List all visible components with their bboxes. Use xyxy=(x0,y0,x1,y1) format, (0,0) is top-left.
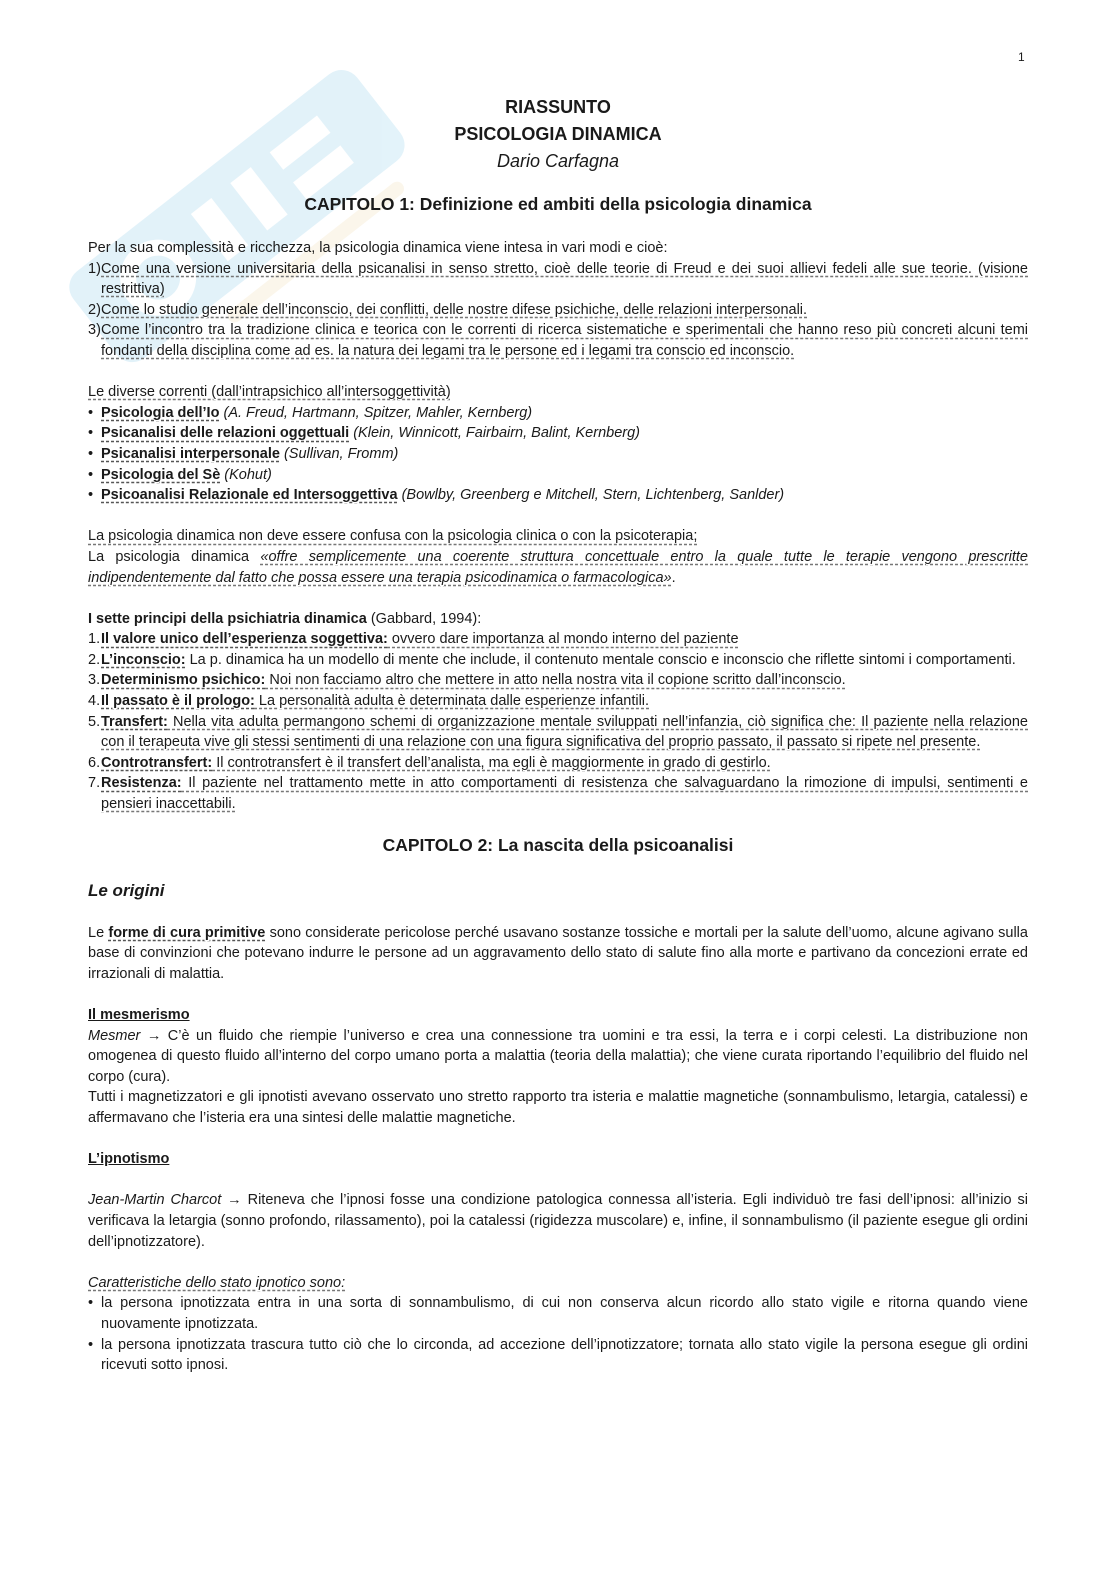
list-item xyxy=(88,423,1028,444)
current-name: Psicoanalisi Relazionale ed Intersoggettiva xyxy=(101,487,398,504)
list-number: 1) xyxy=(88,260,101,277)
principle-name: L’inconscio: xyxy=(101,651,186,668)
bullet-icon: • xyxy=(88,425,94,442)
list-item xyxy=(88,650,1028,671)
bullet-icon: • xyxy=(88,445,94,462)
current-authors: (Sullivan, Fromm) xyxy=(283,445,399,462)
doc-title-line1: RIASSUNTO xyxy=(505,97,611,117)
section-origins-title: Le origini xyxy=(88,880,165,900)
list-item xyxy=(88,465,1028,486)
origins-paragraph xyxy=(88,923,1028,985)
principles-ref: (Gabbard, 1994): xyxy=(366,610,482,627)
document-body xyxy=(88,94,1028,1376)
principles-heading xyxy=(88,609,1028,630)
list-item xyxy=(88,320,1028,361)
mesmer-title: Il mesmerismo xyxy=(88,1007,190,1023)
current-authors: (Klein, Winnicott, Fairbairn, Balint, Kernberg) xyxy=(353,425,640,442)
features-title: Caratteristiche dello stato ipnotico sono: xyxy=(88,1274,346,1291)
principle-text: La p. dinamica ha un modello di mente che include, il contenuto mentale conscio e inconscio che riflette sintomi i comportamenti. xyxy=(185,651,1016,668)
current-name: Psicanalisi interpersonale xyxy=(101,445,280,462)
current-name: Psicanalisi delle relazioni oggettuali xyxy=(101,425,350,442)
ch1-intro: Per la sua complessità e ricchezza, la psicologia dinamica viene intesa in vari modi e cioè: xyxy=(88,240,668,256)
charcot-name: Jean-Martin Charcot xyxy=(88,1192,222,1209)
mesmer-name: Mesmer xyxy=(88,1027,141,1044)
list-item xyxy=(88,1335,1028,1376)
current-name: Psicologia dell’Io xyxy=(101,404,220,421)
origins-lead: Le xyxy=(88,924,109,941)
list-text: Come una versione universitaria della psicanalisi in senso stretto, cioè delle teorie di Freud e dei suoi allievi fedeli alle sue teorie. (visione restrittiva) xyxy=(101,260,1028,298)
principle-name: Transfert: xyxy=(101,713,168,730)
list-number: 2. xyxy=(88,651,101,668)
origins-term: forme di cura primitive xyxy=(108,924,266,941)
mesmer-paragraph xyxy=(88,1026,1028,1088)
feature-text: la persona ipnotizzata entra in una sorta di sonnambulismo, di cui non conserva alcun ricordo allo stato vigile e ritorna quando viene nuovamente ipnotizzata. xyxy=(101,1295,1028,1332)
list-item xyxy=(88,1293,1028,1334)
bullet-icon: • xyxy=(88,1295,94,1312)
bullet-icon: • xyxy=(88,487,94,504)
chapter2-title: CAPITOLO 2: La nascita della psicoanalisi xyxy=(382,834,734,855)
principle-text: Il paziente nel trattamento mette in atto comportamenti di resistenza che salvaguardano la rimozione di impulsi, sentimenti e pensieri inaccettabili. xyxy=(101,775,1028,813)
list-item xyxy=(88,670,1028,691)
list-number: 4. xyxy=(88,693,101,710)
quote-text: «offre semplicemente una coerente struttura concettuale entro la quale tutte le terapie vengono prescritte indipendentemente dal fatto che possa essere una terapia psicodinamica o farmacologica» xyxy=(88,548,1028,586)
list-number: 5. xyxy=(88,713,101,730)
list-item xyxy=(88,485,1028,506)
list-item xyxy=(88,712,1028,753)
list-item xyxy=(88,444,1028,465)
list-number: 6. xyxy=(88,754,101,771)
mesmer-text: → C’è un fluido che riempie l’universo e crea una connessione tra uomini e tra essi, la terra e i corpi celesti. La distribuzione non omogenea di questo fluido all’interno del corpo umano porta a malattia (teoria della malattia); che viene curata riportando l’equilibrio del fluido nel corpo (cura). xyxy=(88,1027,1028,1085)
feature-text: la persona ipnotizzata trascura tutto ciò che lo circonda, ad accezione dell’ipnotizzatore; tornata allo stato vigile la persona esegue gli ordini ricevuti sotto ipnosi. xyxy=(101,1336,1028,1374)
mesmer-paragraph-2: Tutti i magnetizzatori e gli ipnotisti avevano osservato uno stretto rapporto tra isteria e malattie magnetiche (sonnambulismo, letargia, catalessi) e affermavano che l’isteria era una sintesi delle malattie magnetiche. xyxy=(88,1089,1028,1126)
principle-text: ovvero dare importanza al mondo interno del paziente xyxy=(387,631,739,648)
list-number: 7. xyxy=(88,775,101,792)
principle-text: Noi non facciamo altro che mettere in atto nella nostra vita il copione scritto dall’inconscio. xyxy=(265,672,846,689)
list-text: Come lo studio generale dell’inconscio, dei conflitti, delle nostre difese psichiche, delle relazioni interpersonali. xyxy=(101,301,808,318)
principle-name: Il valore unico dell’esperienza soggettiva: xyxy=(101,631,388,648)
list-item xyxy=(88,753,1028,774)
current-name: Psicologia del Sè xyxy=(101,466,221,483)
list-number: 3. xyxy=(88,672,101,689)
page-number: 1 xyxy=(1018,50,1025,64)
bullet-icon: • xyxy=(88,404,94,421)
charcot-text: → Riteneva che l’ipnosi fosse una condizione patologica connessa all’isteria. Egli individuò tre fasi dell’ipnosi: all’inizio si verificava la letargia (sonno profondo, rilassamento), poi la catalessi (rigidezza muscolare) e, infine, il sonnambulismo (il paziente esegue gli ordini dell’ipnotizzatore). xyxy=(88,1192,1028,1250)
quote-end: . xyxy=(671,569,676,586)
origins-text: sono considerate pericolose perché usavano sostanze tossiche e mortali per la salute dell’uomo, alcune agivano sulla base di convinzioni che potevano indurre le persone ad un aggravamento dello stato di salute fino alla morte e partivano da concezioni errate ed irrazionali di malattia. xyxy=(88,924,1028,982)
doc-author: Dario Carfagna xyxy=(496,151,620,171)
bullet-icon: • xyxy=(88,466,94,483)
charcot-paragraph xyxy=(88,1190,1028,1252)
list-item xyxy=(88,629,1028,650)
quote-paragraph xyxy=(88,547,1028,588)
list-number: 1. xyxy=(88,631,101,648)
quote-lead: La psicologia dinamica xyxy=(88,548,261,565)
list-item xyxy=(88,773,1028,814)
chapter1-title: CAPITOLO 1: Definizione ed ambiti della psicologia dinamica xyxy=(304,194,812,214)
list-item xyxy=(88,300,1028,321)
bullet-icon: • xyxy=(88,1336,94,1353)
hypnosis-title: L’ipnotismo xyxy=(88,1151,170,1168)
note-paragraph: La psicologia dinamica non deve essere confusa con la psicologia clinica o con la psicoterapia; xyxy=(88,528,698,545)
current-authors: (Bowlby, Greenberg e Mitchell, Stern, Lichtenberg, Sanlder) xyxy=(401,487,785,504)
principle-text: Nella vita adulta permangono schemi di organizzazione mentale sviluppati nell’infanzia, ciò significa che: Il paziente nella relazione con il terapeuta vive gli stessi sentimenti di una relazione con una figura significativa del proprio passato, il passato si ripete nel presente. xyxy=(101,713,1028,751)
list-item xyxy=(88,259,1028,300)
current-authors: (Kohut) xyxy=(224,466,272,483)
principle-name: Resistenza: xyxy=(101,775,182,792)
currents-title: Le diverse correnti (dall’intrapsichico all’intersoggettività) xyxy=(88,384,451,401)
doc-title-line2: PSICOLOGIA DINAMICA xyxy=(454,124,662,144)
principle-text: La personalità adulta è determinata dalle esperienze infantili. xyxy=(254,693,650,710)
list-text: Come l’incontro tra la tradizione clinica e teorica con le correnti di ricerca sistematiche e sperimentali che hanno reso più concreti alcuni temi fondanti della disciplina come ad es. la natura dei legami tra le persone ed i legami tra conscio ed inconscio. xyxy=(101,322,1028,359)
principles-title: I sette principi della psichiatria dinamica xyxy=(88,610,367,627)
principle-name: Il passato è il prologo: xyxy=(101,693,255,710)
list-item xyxy=(88,691,1028,712)
principle-name: Controtransfert: xyxy=(101,754,213,771)
list-number: 2) xyxy=(88,301,101,318)
current-authors: (A. Freud, Hartmann, Spitzer, Mahler, Kernberg) xyxy=(223,404,533,421)
list-number: 3) xyxy=(88,322,101,339)
list-item xyxy=(88,403,1028,424)
principle-name: Determinismo psichico: xyxy=(101,672,266,689)
principle-text: Il controtransfert è il transfert dell’analista, ma egli è maggiormente in grado di gestirlo. xyxy=(212,754,771,771)
